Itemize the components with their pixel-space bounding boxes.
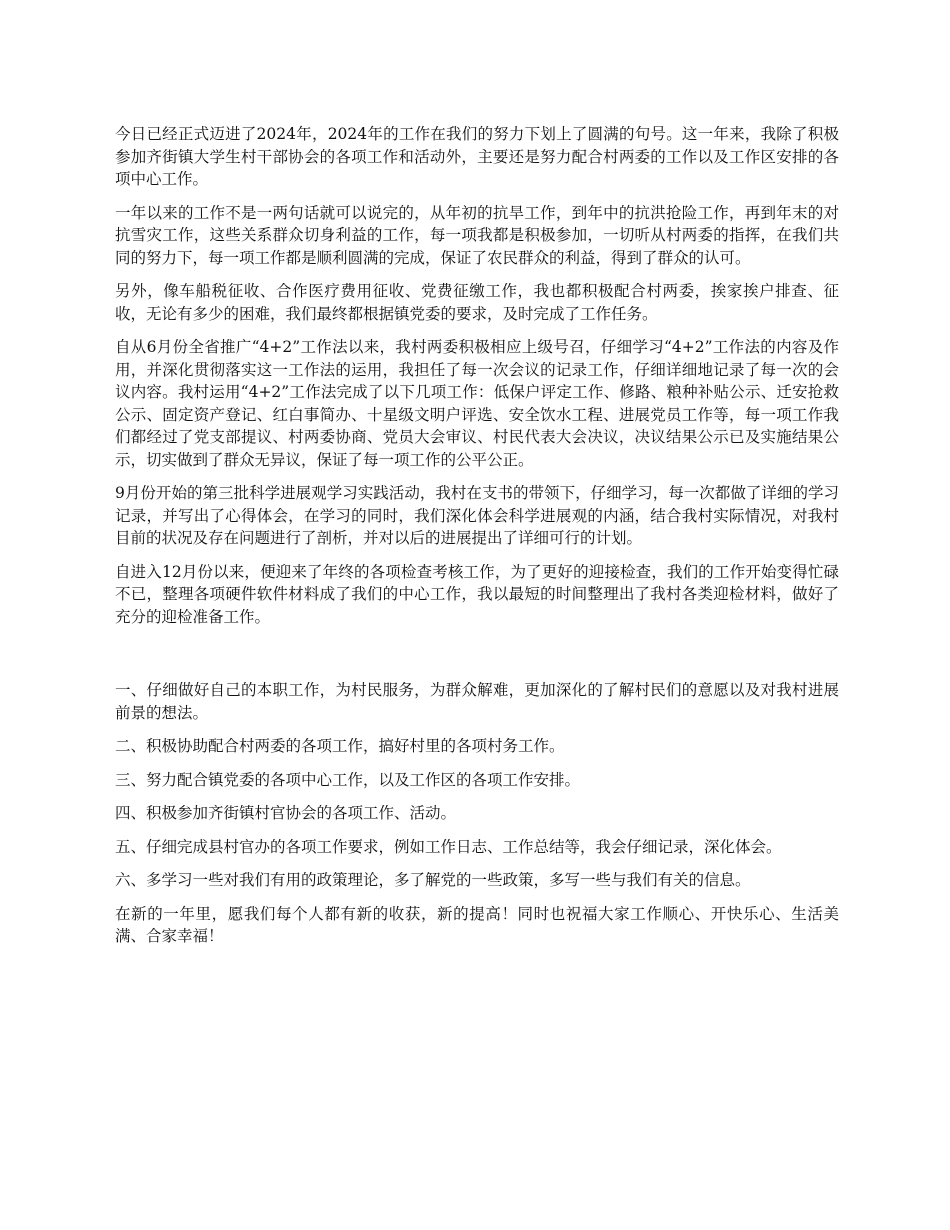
plan-section: [115, 679, 839, 948]
paragraph: 一年以来的工作不是一两句话就可以说完的，从年初的抗旱工作，到年中的抗洪抢险工作，再到年末的对抗雪灾工作，这些关系群众切身利益的工作，每一项我都是积极参加，一切听从村两委的指挥，在我们共同的努力下，每一项工作都是顺利圆满的完成，保证了农民群众的利益，得到了群众的认可。: [115, 203, 839, 267]
plan-item: 二、积极协助配合村两委的各项工作，搞好村里的各项村务工作。: [115, 737, 565, 755]
section-gap: [115, 639, 839, 679]
paragraph: 9月份开始的第三批科学进展观学习实践活动，我村在支书的带领下，仔细学习，每一次都做了详细的学习记录，并写出了心得体会，在学习的同时，我们深化体会科学进展观的内涵，结合我村实际情况，对我村目前的状况及存在问题进行了剖析，并对以后的进展提出了详细可行的计划。: [115, 484, 839, 547]
plan-item: 六、多学习一些对我们有用的政策理论，多了解党的一些政策，多写一些与我们有关的信息。: [115, 871, 751, 889]
closing-paragraph: 在新的一年里，愿我们每个人都有新的收获，新的提高！同时也祝福大家工作顺心、开快乐心、生活美满、合家幸福！: [115, 904, 839, 945]
paragraph: 另外，像车船税征收、合作医疗费用征收、党费征缴工作，我也都积极配合村两委，挨家挨户排查、征收，无论有多少的困难，我们最终都根据镇党委的要求，及时完成了工作任务。: [115, 282, 839, 323]
plan-item: 一、仔细做好自己的本职工作，为村民服务，为群众解难，更加深化的了解村民们的意愿以及对我村进展前景的想法。: [115, 681, 839, 722]
plan-item: 三、努力配合镇党委的各项中心工作，以及工作区的各项工作安排。: [115, 770, 581, 789]
document-body: [115, 123, 839, 959]
plan-item: 四、积极参加齐街镇村官协会的各项工作、活动。: [115, 804, 457, 822]
paragraph: 今日已经正式迈进了2024年，2024年的工作在我们的努力下划上了圆满的句号。这一年来，我除了积极参加齐街镇大学生村干部协会的各项工作和活动外，主要还是努力配合村两委的工作以及工作区安排的各项中心工作。: [115, 125, 839, 188]
intro-section: [115, 123, 839, 628]
plan-item: 五、仔细完成县村官办的各项工作要求，例如工作日志、工作总结等，我会仔细记录，深化体会。: [115, 837, 782, 856]
paragraph: 自进入12月份以来，便迎来了年终的各项检查考核工作，为了更好的迎接检查，我们的工作开始变得忙碌不已，整理各项硬件软件材料成了我们的中心工作，我以最短的时间整理出了我村各类迎检材料，做好了充分的迎检准备工作。: [115, 562, 839, 626]
paragraph: 自从6月份全省推广“4+2”工作法以来，我村两委积极相应上级号召，仔细学习“4+2”工作法的内容及作用，并深化贯彻落实这一工作法的运用，我担任了每一次会议的记录工作，仔细详细地记录了每一次的会议内容。我村运用“4+2”工作法完成了以下几项工作：低保户评定工作、修路、粮种补贴公示、迁安抢救公示、固定资产登记、红白事简办、十星级文明户评选、安全饮水工程、进展党员工作等，每一项工作我们都经过了党支部提议、村两委协商、党员大会审议、村民代表大会决议，决议结果公示已及实施结果公示，切实做到了群众无异议，保证了每一项工作的公平公正。: [115, 338, 839, 469]
